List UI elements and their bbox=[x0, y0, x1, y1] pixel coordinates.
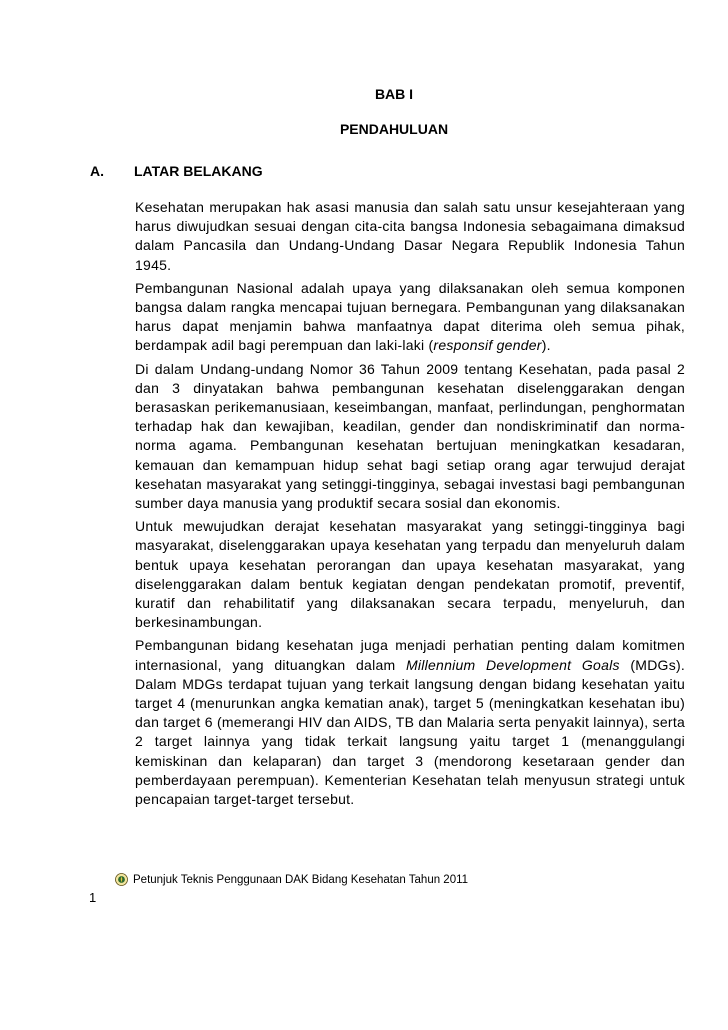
section-heading bbox=[90, 163, 263, 179]
paragraph-4: Untuk mewujudkan derajat kesehatan masyarakat yang setinggi-tingginya bagi masyarakat, diselenggarakan upaya kesehatan yang terpadu dan menyeluruh dalam bentuk upaya kesehatan perorangan dan upaya kesehatan masyarakat, yang diselenggarakan dalam bentuk kegiatan dengan pendekatan promotif, preventif, kuratif dan rehabilitatif yang dilaksanakan secara terpadu, menyeluruh, dan berkesinambungan. bbox=[135, 518, 685, 631]
paragraph-2-italic: responsif gender bbox=[433, 337, 542, 354]
chapter-heading: BAB I bbox=[374, 86, 414, 102]
footer bbox=[115, 873, 468, 886]
paragraph-2-text-a: Pembangunan Nasional adalah upaya yang dilaksanakan oleh semua komponen bangsa dalam rangka mencapai tujuan bernegara. Pembangunan yang dilaksanakan harus dapat menjamin bahwa manfaatnya dapat diterima oleh semua pihak, berdampak adil bagi perempuan dan laki-laki ( bbox=[135, 279, 685, 354]
paragraph-5 bbox=[135, 636, 685, 809]
paragraph-5-text-a: Pembangunan bidang kesehatan juga menjadi perhatian penting dalam komitmen internasional, yang dituangkan dalam bbox=[135, 637, 685, 673]
footer-text: Petunjuk Teknis Penggunaan DAK Bidang Kesehatan Tahun 2011 bbox=[133, 873, 469, 886]
section-title: LATAR BELAKANG bbox=[134, 163, 263, 179]
paragraph-5-text-b: (MDGs). Dalam MDGs terdapat tujuan yang terkait langsung dengan bidang kesehatan yaitu target 4 (menurunkan angka kematian anak), target 5 (meningkatkan kesehatan ibu) dan target 6 (memerangi HIV dan AIDS, TB dan Malaria serta penyakit lainnya), serta 2 target lainnya yang tidak terkait langsung yaitu target 1 (menanggulangi kemiskinan dan kelaparan) dan target 3 (mendorong kesetaraan gender dan pemberdayaan perempuan). Kementerian Kesehatan telah menyusun strategi untuk pencapaian target-target tersebut. bbox=[135, 656, 685, 808]
body-text bbox=[135, 198, 685, 813]
paragraph-5-italic: Millennium Development Goals bbox=[406, 656, 620, 673]
paragraph-2-text-b: ). bbox=[541, 337, 551, 354]
emblem-icon bbox=[115, 873, 128, 886]
paragraph-2 bbox=[135, 279, 685, 356]
section-letter: A. bbox=[90, 163, 104, 179]
paragraph-3: Di dalam Undang-undang Nomor 36 Tahun 2009 tentang Kesehatan, pada pasal 2 dan 3 dinyatakan bahwa pembangunan kesehatan diselenggarakan dengan berasaskan perikemanusiaan, keseimbangan, manfaat, perlindungan, penghormatan terhadap hak dan kewajiban, keadilan, gender dan nondiskriminatif dan norma-norma agama. Pembangunan kesehatan bertujuan meningkatkan kesadaran, kemauan dan kemampuan hidup sehat bagi setiap orang agar terwujud derajat kesehatan masyarakat yang setinggi-tingginya, sebagai investasi bagi pembangunan sumber daya manusia yang produktif secara sosial dan ekonomis. bbox=[135, 360, 685, 512]
paragraph-1: Kesehatan merupakan hak asasi manusia dan salah satu unsur kesejahteraan yang harus diwujudkan sesuai dengan cita-cita bangsa Indonesia sebagaimana dimaksud dalam Pancasila dan Undang-Undang Dasar Negara Republik Indonesia Tahun 1945. bbox=[135, 199, 685, 273]
page-number: 1 bbox=[89, 890, 97, 905]
chapter-title: PENDAHULUAN bbox=[339, 121, 449, 137]
